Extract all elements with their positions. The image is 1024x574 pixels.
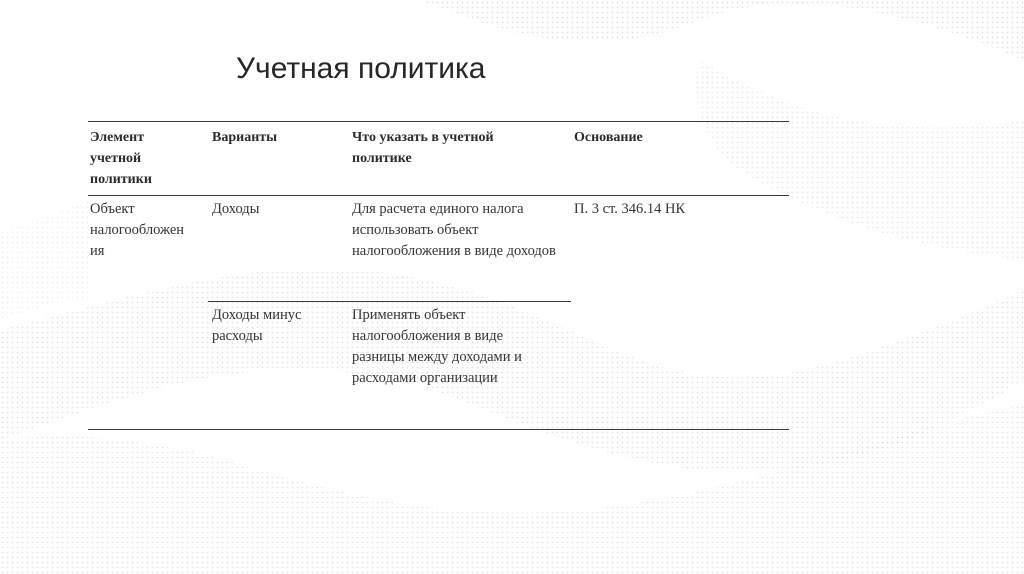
cell-what-income-minus-expenses: Применять объект налогообложения в виде разницы между доходами и расходами организации [352, 307, 522, 386]
cell-variant-income-minus-expenses: Доходы минус расходы [212, 307, 302, 344]
cell-element [90, 199, 208, 262]
header-what: Что указать в учетной политике [352, 130, 494, 166]
cell-what-income: Для расчета единого налога использовать объект налогообложения в виде доходов [352, 201, 556, 259]
table-header-rule [88, 195, 789, 196]
header-variants: Варианты [212, 130, 278, 145]
row-split-rule [208, 301, 571, 302]
table-top-rule [88, 121, 789, 122]
accounting-policy-table [88, 121, 789, 431]
cell-basis: П. 3 ст. 346.14 НК [574, 201, 686, 217]
cell-element-line3: ия [90, 243, 105, 259]
cell-variant-income: Доходы [212, 201, 260, 217]
page-title: Учетная политика [236, 52, 486, 85]
cell-element-line1: Объект [90, 201, 135, 217]
header-basis: Основание [574, 130, 643, 145]
header-element: Элемент учетной политики [90, 130, 152, 187]
table-bottom-rule [88, 429, 789, 430]
cell-element-line2: налогообложен [90, 222, 185, 238]
